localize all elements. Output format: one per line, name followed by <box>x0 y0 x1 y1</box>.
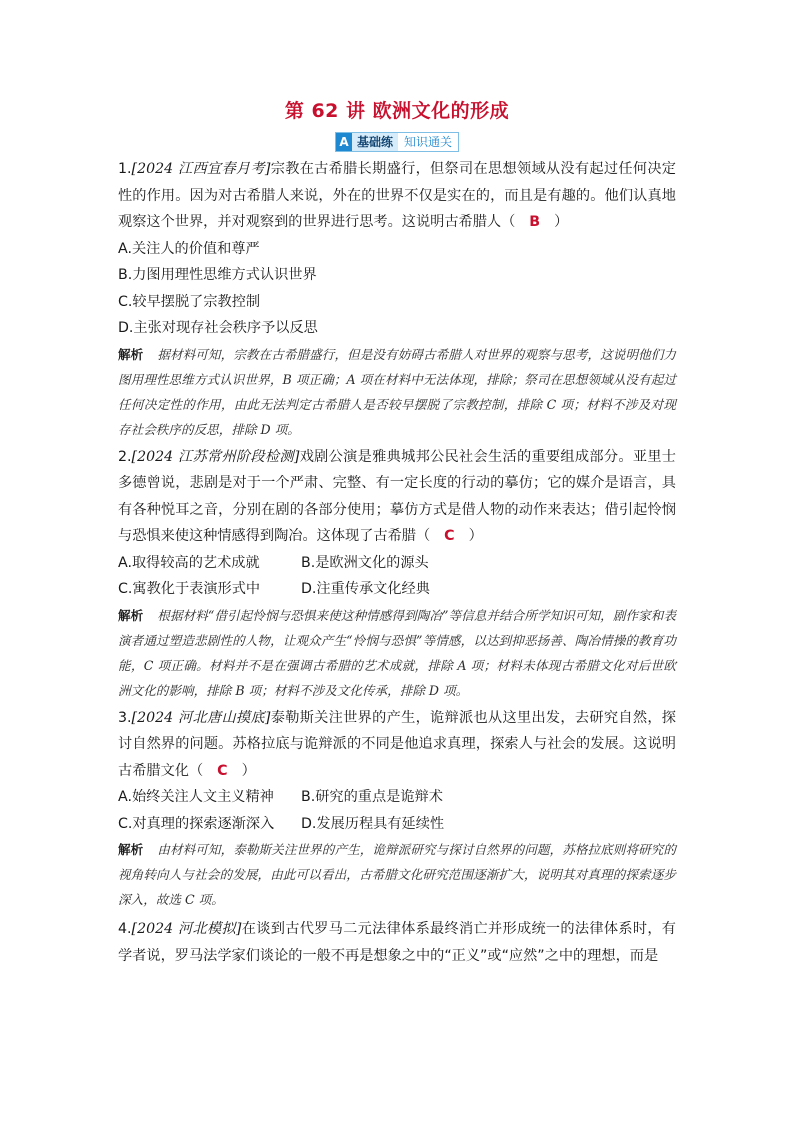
explanation-text: 据材料可知，宗教在古希腊盛行，但是没有妨碍古希腊人对世界的观察与思考，这说明他们力图用理性思维方式认识世界，B 项正确；A 项在材料中无法体现，排除；祭司在思想领域从没有起过任何决定性的作用，由此无法判定古希腊人是否较早摆脱了宗教控制，排除 C 项；材料不涉及对现存社会秩序的反思，排除 D 项。 <box>118 346 677 437</box>
question-number: 3. <box>118 709 132 726</box>
question-close: ） <box>241 762 256 779</box>
badge-basic-label: 基础练 <box>352 133 398 151</box>
page-title: 第 62 讲 欧洲文化的形成 <box>284 100 510 122</box>
question-text: 泰勒斯关注世界的产生，诡辩派也从这里出发，去研究自然，探讨自然界的问题。苏格拉底与诡辩派的不同是他追求真理，探索人与社会的发展。这说明古希腊文化（ <box>118 709 676 779</box>
explanation-label: 解析 <box>118 607 144 623</box>
option-row <box>118 811 676 838</box>
question-number: 4. <box>118 921 132 937</box>
question-2 <box>118 444 676 703</box>
badge-a-icon: A <box>336 133 352 151</box>
option-a: A.关注人的价值和尊严 <box>118 240 260 257</box>
question-number: 1. <box>118 161 132 177</box>
explanation-text: 由材料可知，泰勒斯关注世界的产生，诡辩派研究与探讨自然界的问题，苏格拉底则将研究的视角转向人与社会的发展，由此可以看出，古希腊文化研究范围逐渐扩大，说明其对真理的探索逐步深入，故选 C 项。 <box>118 842 677 907</box>
option-d: D.发展历程具有延续性 <box>301 815 445 832</box>
explanation-label: 解析 <box>118 842 144 857</box>
question-text: 戏剧公演是雅典城邦公民社会生活的重要组成部分。亚里士多德曾说，悲剧是对于一个严肃、完整、有一定长度的行动的摹仿；它的媒介是语言，具有各种悦耳之音，分别在剧的各部分使用；摹仿方式是借人物的动作来表达；借引起怜悯与恐惧来使这种情感得到陶冶。这体现了古希腊（ <box>118 448 676 544</box>
question-stem <box>118 916 676 969</box>
explanation <box>118 837 676 912</box>
question-source: [2024 江西宜春月考] <box>131 161 271 177</box>
question-1 <box>118 156 676 442</box>
question-text: 在谈到古代罗马二元法律体系最终消亡并形成统一的法律体系时，有学者说，罗马法学家们谈论的一般不再是想象之中的“正义”或“应然”之中的理想，而是 <box>118 921 676 964</box>
question-3 <box>118 705 676 913</box>
option-c: C.对真理的探索逐渐深入 <box>118 815 275 832</box>
question-source: [2024 河北唐山摸底] <box>131 709 271 726</box>
question-number: 2. <box>118 448 132 465</box>
explanation-text: 根据材料“借引起怜悯与恐惧来使这种情感得到陶冶”等信息并结合所学知识可知，剧作家和表演者通过塑造悲剧性的人物，让观众产生“怜悯与恐惧”等情感，以达到抑恶扬善、陶冶情操的教育功能，C 项正确。材料并不是在强调古希腊的艺术成就，排除 A 项；材料未体现古希腊文化对后世欧洲文化的影响，排除 B 项；材料不涉及文化传承，排除 D 项。 <box>118 607 676 698</box>
badge-container <box>335 132 459 152</box>
option-b: B.力图用理性思维方式认识世界 <box>118 267 317 283</box>
explanation <box>118 342 676 442</box>
explanation-label: 解析 <box>118 346 144 362</box>
answer-letter: B <box>529 214 541 230</box>
option-d: D.主张对现存社会秩序予以反思 <box>118 320 318 336</box>
answer-letter: C <box>444 528 455 544</box>
question-stem <box>118 705 676 785</box>
answer-letter: C <box>217 762 228 779</box>
question-4 <box>118 916 676 969</box>
question-stem <box>118 444 676 550</box>
question-stem <box>118 156 676 236</box>
option-row <box>118 550 676 577</box>
option-a: A.取得较高的艺术成就 <box>118 554 260 571</box>
section-badge <box>0 132 794 152</box>
question-source: [2024 江苏常州阶段检测] <box>131 448 300 465</box>
option-d: D.注重传承文化经典 <box>301 581 430 597</box>
option-c: C.寓教化于表演形式中 <box>118 581 261 597</box>
question-source: [2024 河北模拟] <box>131 921 242 937</box>
option-row <box>118 576 676 603</box>
question-list <box>118 152 676 969</box>
option-b: B.是欧洲文化的源头 <box>301 554 429 571</box>
question-close: ） <box>554 214 569 230</box>
option-c: C.较早摆脱了宗教控制 <box>118 293 261 310</box>
option-a: A.始终关注人文主义精神 <box>118 789 274 805</box>
badge-know-label: 知识通关 <box>398 133 458 151</box>
question-text: 宗教在古希腊长期盛行，但祭司在思想领域从没有起过任何决定性的作用。因为对古希腊人来说，外在的世界不仅是实在的，而且是有趣的。他们认真地观察这个世界，并对观察到的世界进行思考。这说明古希腊人（ <box>118 161 676 230</box>
option-row <box>118 784 676 811</box>
explanation <box>118 603 676 703</box>
option-b: B.研究的重点是诡辩术 <box>301 789 443 805</box>
question-close: ） <box>468 528 483 544</box>
